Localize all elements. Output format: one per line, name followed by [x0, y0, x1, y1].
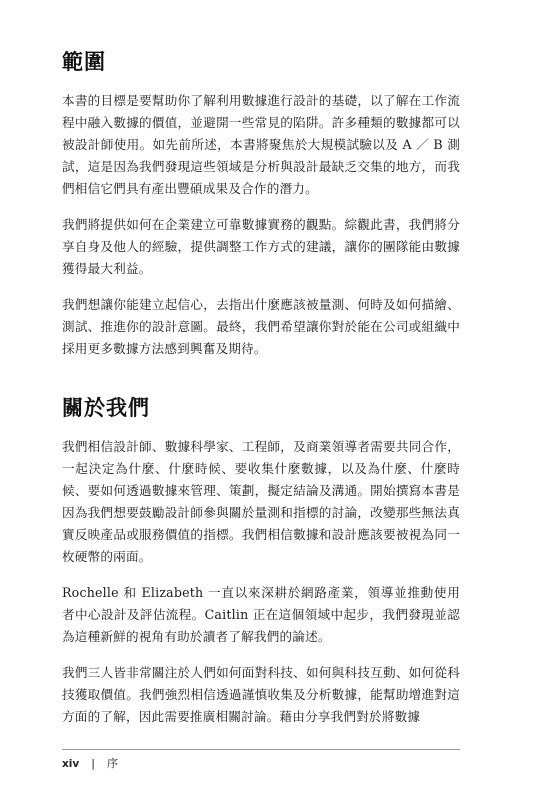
- page-footer: [62, 756, 118, 772]
- about-paragraph-1: 我們相信設計師、數據科學家、工程師，及商業領導者需要共同合作，一起決定為什麼、什麼時候、要收集什麼數據，以及為什麼、什麼時候、要如何透過數據來管理、策劃，擬定結論及溝通。開始撰寫本書是因為我們想要鼓勵設計師參與關於量測和指標的討論，改變那些無法真實反映產品或服務價值的指標。我們相信數據和設計應該要被視為同一枚硬幣的兩面。: [62, 439, 460, 564]
- page-content: [62, 48, 460, 742]
- section-title-about-us: 關於我們: [62, 396, 150, 420]
- footer-separator: |: [91, 757, 95, 770]
- chapter-name: 序: [106, 757, 118, 770]
- page-number: xiv: [62, 758, 80, 770]
- scope-paragraph-2: 我們將提供如何在企業建立可靠數據實務的觀點。綜觀此書，我們將分享自身及他人的經驗，提供調整工作方式的建議，讓你的團隊能由數據獲得最大利益。: [62, 217, 460, 276]
- about-paragraph-3: 我們三人皆非常關注於人們如何面對科技、如何與科技互動、如何從科技獲取價值。我們強烈相信透過謹慎收集及分析數據，能幫助增進對這方面的了解，因此需要推廣相關討論。藉由分享我們對於將數據: [62, 665, 460, 724]
- section-title-scope: 範圍: [62, 50, 106, 74]
- scope-paragraph-1: 本書的目標是要幫助你了解利用數據進行設計的基礎，以了解在工作流程中融入數據的價值，並避開一些常見的陷阱。許多種類的數據都可以被設計師使用。如先前所述，本書將聚焦於大規模試驗以及 A ／ B 測試，這是因為我們發現這些領域是分析與設計最缺乏交集的地方，而我們相信它們具有產出豐碩成果及合作的潛力。: [62, 93, 460, 196]
- about-paragraph-2: Rochelle 和 Elizabeth 一直以來深耕於網路產業，領導並推動使用者中心設計及評估流程。Caitlin 正在這個領域中起步，我們發現並認為這種新鮮的視角有助於讀者了解我們的論述。: [62, 585, 460, 644]
- scope-paragraph-3: 我們想讓你能建立起信心，去指出什麼應該被量測、何時及如何描繪、測試、推進你的設計意圖。最終，我們希望讓你對於能在公司或組織中採用更多數據方法感到興奮及期待。: [62, 297, 460, 356]
- footer-divider: [62, 749, 460, 750]
